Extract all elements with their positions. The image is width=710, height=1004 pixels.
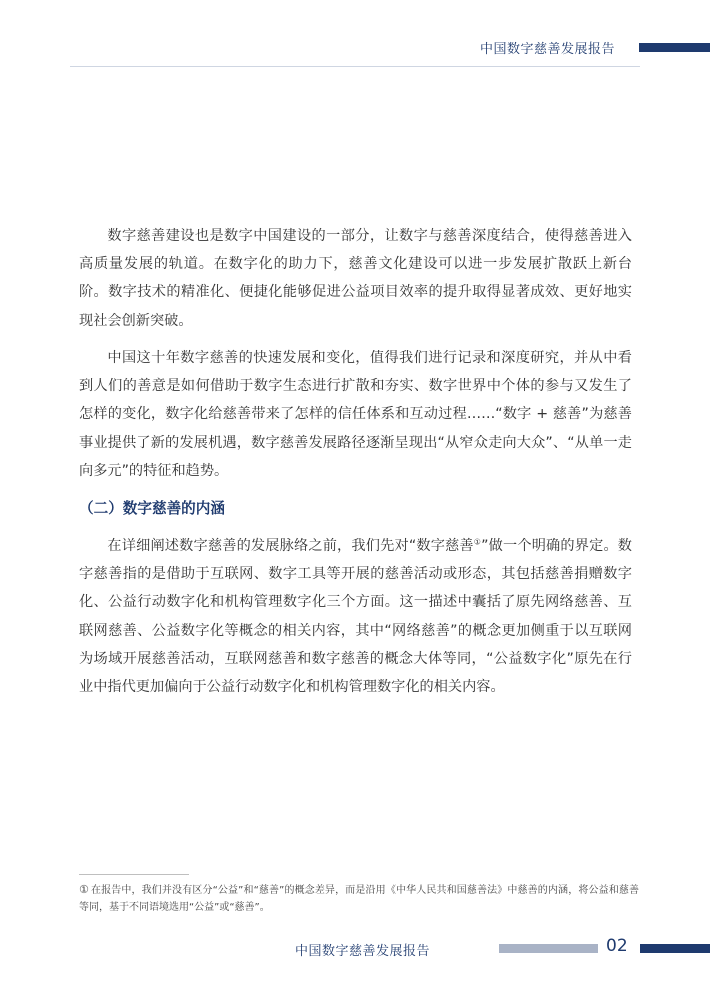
header-rule xyxy=(70,66,640,67)
body-paragraph-1: 数字慈善建设也是数字中国建设的一部分，让数字与慈善深度结合，使得慈善进入高质量发展的轨道。在数字化的助力下，慈善文化建设可以进一步发展扩散跃上新台阶。数字技术的精准化、便捷化能够促进公益项目效率的提升取得显著成效、更好地实现社会创新突破。 xyxy=(79,228,632,329)
body-paragraph-3 xyxy=(79,532,632,701)
paragraph-3-part-2: ”做一个明确的界定。数字慈善指的是借助于互联网、数字工具等开展的慈善活动或形态，其包括慈善捐赠数字化、公益行动数字化和机构管理数字化三个方面。这一描述中囊括了原先网络慈善、互联网慈善、公益数字化等概念的相关内容，其中“网络慈善”的概念更加侧重于以互联网为场域开展慈善活动，互联网慈善和数字慈善的概念大体等同，“公益数字化”原先在行业中指代更加偏向于公益行动数字化和机构管理数字化的相关内容。 xyxy=(79,538,632,696)
footnote-marker: ① xyxy=(79,883,89,896)
header-title: 中国数字慈善发展报告 xyxy=(479,42,615,57)
footer-light-bar xyxy=(499,944,598,953)
paragraph-3-part-1: 在详细阐述数字慈善的发展脉络之前，我们先对“数字慈善 xyxy=(107,538,474,554)
footnote xyxy=(79,881,639,916)
footer-dark-bar xyxy=(640,944,710,953)
header-accent-bar xyxy=(639,43,710,52)
footnote-text: 在报告中，我们并没有区分“公益”和“慈善”的概念差异，而是沿用《中华人民共和国慈善法》中慈善的内涵，将公益和慈善等同，基于不同语境选用“公益”或“慈善”。 xyxy=(79,885,639,913)
footer-title: 中国数字慈善发展报告 xyxy=(295,944,431,959)
section-heading: （二）数字慈善的内涵 xyxy=(79,500,225,517)
footnote-reference[interactable]: ① xyxy=(473,537,482,547)
footnote-rule xyxy=(79,874,189,875)
page-number: 02 xyxy=(606,936,628,956)
body-paragraph-2: 中国这十年数字慈善的快速发展和变化，值得我们进行记录和深度研究，并从中看到人们的善意是如何借助于数字生态进行扩散和夯实、数字世界中个体的参与又发生了怎样的变化，数字化给慈善带来了怎样的信任体系和互动过程……“数字 + 慈善”为慈善事业提供了新的发展机遇，数字慈善发展路径逐渐呈现出“从窄众走向大众”、“从单一走向多元”的特征和趋势。 xyxy=(79,350,632,479)
